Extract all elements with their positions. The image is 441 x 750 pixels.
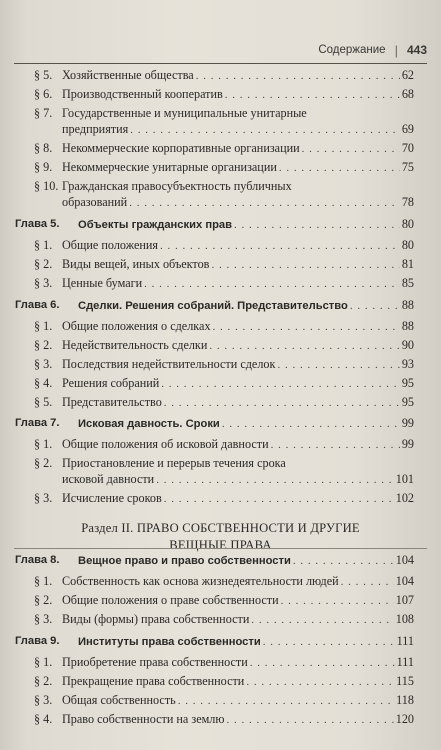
chapter-title: Исковая давность. Сроки xyxy=(78,418,220,430)
section-title: Общие положения о сделках xyxy=(62,319,211,333)
page-ref: 68 xyxy=(401,87,414,101)
toc-entry xyxy=(0,335,441,355)
section-title: Виды (формы) права собственности xyxy=(62,612,250,626)
toc-entry xyxy=(0,373,441,393)
leader-dots xyxy=(178,691,394,711)
toc-entry xyxy=(0,84,441,104)
leader-dots xyxy=(164,489,394,509)
chapter-entry xyxy=(0,550,441,570)
section-number: § 2. xyxy=(34,338,53,352)
page-ref: 78 xyxy=(401,195,414,209)
section-number: § 9. xyxy=(34,160,53,174)
section-title: Хозяйственные общества xyxy=(62,68,194,82)
section-title: Собственность как основа жизнедеятельности людей xyxy=(62,574,339,588)
leader-dots xyxy=(293,551,394,571)
section-title: Последствия недействительности сделок xyxy=(62,357,276,371)
page-ref: 85 xyxy=(401,276,414,290)
page-ref: 118 xyxy=(396,693,414,707)
section-title: Прекращение права собственности xyxy=(62,674,245,688)
leader-dots xyxy=(281,591,394,611)
toc-entry xyxy=(0,709,441,729)
leader-dots xyxy=(211,255,399,275)
header-title: Содержание xyxy=(318,44,386,56)
section-title: Гражданская правосубъектность публичных xyxy=(62,179,292,193)
section-number: § 5. xyxy=(34,395,53,409)
page-ref: 102 xyxy=(395,491,414,505)
chapter-entry xyxy=(0,413,441,433)
leader-dots xyxy=(161,374,400,394)
page-ref: 88 xyxy=(401,319,414,333)
leader-dots xyxy=(160,236,400,256)
page-ref: 95 xyxy=(401,376,414,390)
chapter-title: Институты права собственности xyxy=(78,636,261,648)
part-heading-line-1: Раздел II. ПРАВО СОБСТВЕННОСТИ И ДРУГИЕ xyxy=(81,521,360,535)
toc-entry xyxy=(0,571,441,591)
toc-entry xyxy=(0,488,441,508)
section-number: § 1. xyxy=(34,655,53,669)
section-title: Общая собственность xyxy=(62,693,176,707)
page-ref: 62 xyxy=(401,68,414,82)
section-number: § 3. xyxy=(34,357,53,371)
leader-dots xyxy=(246,672,394,692)
leader-dots xyxy=(271,435,400,455)
leader-dots xyxy=(209,336,399,356)
leader-dots xyxy=(144,274,400,294)
toc-entry xyxy=(0,316,441,336)
section-title: Виды вещей, иных объектов xyxy=(62,257,210,271)
page-ref: 107 xyxy=(395,593,414,607)
section-title: Представительство xyxy=(62,395,162,409)
toc-entry-continued xyxy=(0,119,441,139)
chapter-number: Глава 6. xyxy=(15,299,60,311)
section-title: Исчисление сроков xyxy=(62,491,162,505)
leader-dots xyxy=(130,120,400,140)
toc-entry xyxy=(0,434,441,454)
section-number: § 4. xyxy=(34,712,53,726)
leader-dots xyxy=(250,653,395,673)
leader-dots xyxy=(227,710,394,730)
leader-dots xyxy=(341,572,394,592)
toc-entry xyxy=(0,652,441,672)
page-ref: 99 xyxy=(401,437,414,451)
page-ref: 101 xyxy=(395,472,414,486)
chapter-number: Глава 7. xyxy=(15,417,60,429)
chapter-number: Глава 9. xyxy=(15,635,60,647)
page-ref: 88 xyxy=(401,298,414,312)
page-number: 443 xyxy=(406,43,427,57)
page-ref: 81 xyxy=(401,257,414,271)
section-number: § 10. xyxy=(34,179,59,193)
chapter-title: Объекты гражданских прав xyxy=(78,219,233,231)
toc-entry xyxy=(0,235,441,255)
leader-dots xyxy=(234,215,400,235)
page-ref: 111 xyxy=(396,634,414,648)
section-title: Некоммерческие унитарные организации xyxy=(62,160,277,174)
section-number: § 2. xyxy=(34,456,53,470)
section-title: Решения собраний xyxy=(62,376,160,390)
page-ref: 69 xyxy=(401,122,414,136)
leader-dots xyxy=(263,632,395,652)
section-number: § 3. xyxy=(34,491,53,505)
toc-entry-continued xyxy=(0,192,441,212)
page-ref: 104 xyxy=(395,574,414,588)
section-title: Общие положения xyxy=(62,238,159,252)
toc-entry xyxy=(0,609,441,629)
part-divider xyxy=(14,548,427,549)
section-title: Общие положения об исковой давности xyxy=(62,437,269,451)
page-ref: 104 xyxy=(395,553,414,567)
header-separator: | xyxy=(394,42,398,58)
part-heading-line-2: ВЕЩНЫЕ ПРАВА xyxy=(169,538,272,552)
toc-entry xyxy=(0,273,441,293)
section-number: § 2. xyxy=(34,593,53,607)
section-number: § 2. xyxy=(34,674,53,688)
leader-dots xyxy=(129,193,400,213)
section-title: Недействительность сделки xyxy=(62,338,208,352)
chapter-title: Вещное право и право собственности xyxy=(78,555,291,567)
section-number: § 5. xyxy=(34,68,53,82)
leader-dots xyxy=(225,85,400,105)
chapter-title: Сделки. Решения собраний. Представительство xyxy=(78,300,348,312)
section-number: § 8. xyxy=(34,141,53,155)
page-ref: 108 xyxy=(395,612,414,626)
chapter-entry xyxy=(0,295,441,315)
section-number: § 2. xyxy=(34,257,53,271)
page-ref: 80 xyxy=(401,238,414,252)
toc-entry xyxy=(0,690,441,710)
section-title-continued: исковой давности xyxy=(62,472,155,486)
section-title: Право собственности на землю xyxy=(62,712,225,726)
section-number: § 3. xyxy=(34,612,53,626)
section-title-continued: предприятия xyxy=(62,122,129,136)
section-title: Производственный кооператив xyxy=(62,87,223,101)
chapter-entry xyxy=(0,631,441,651)
section-title: Некоммерческие корпоративные организации xyxy=(62,141,300,155)
page-ref: 120 xyxy=(395,712,414,726)
toc-entry xyxy=(0,590,441,610)
chapter-entry xyxy=(0,214,441,234)
leader-dots xyxy=(196,66,400,86)
chapter-number: Глава 5. xyxy=(15,218,60,230)
leader-dots xyxy=(302,139,400,159)
section-number: § 7. xyxy=(34,106,53,120)
running-header xyxy=(14,38,427,62)
toc-entry xyxy=(0,671,441,691)
section-number: § 6. xyxy=(34,87,53,101)
section-number: § 1. xyxy=(34,437,53,451)
header-rule xyxy=(14,63,427,64)
section-number: § 1. xyxy=(34,574,53,588)
page-ref: 70 xyxy=(401,141,414,155)
toc-entry xyxy=(0,354,441,374)
page-ref: 111 xyxy=(396,655,414,669)
chapter-number: Глава 8. xyxy=(15,554,60,566)
section-number: § 4. xyxy=(34,376,53,390)
toc-entry xyxy=(0,138,441,158)
section-title: Приостановление и перерыв течения срока xyxy=(62,456,286,470)
leader-dots xyxy=(222,414,400,434)
leader-dots xyxy=(279,158,400,178)
toc-entry xyxy=(0,254,441,274)
section-title: Общие положения о праве собственности xyxy=(62,593,279,607)
section-number: § 1. xyxy=(34,319,53,333)
toc-entry xyxy=(0,392,441,412)
section-title: Приобретение права собственности xyxy=(62,655,248,669)
page-ref: 99 xyxy=(401,416,414,430)
toc-entry xyxy=(0,65,441,85)
section-number: § 3. xyxy=(34,693,53,707)
leader-dots xyxy=(213,317,400,337)
section-title: Государственные и муниципальные унитарные xyxy=(62,106,307,120)
toc-entry xyxy=(0,157,441,177)
leader-dots xyxy=(350,296,400,316)
leader-dots xyxy=(164,393,400,413)
toc-entry-continued xyxy=(0,469,441,489)
page-ref: 75 xyxy=(401,160,414,174)
section-title: Ценные бумаги xyxy=(62,276,143,290)
page-ref: 93 xyxy=(401,357,414,371)
leader-dots xyxy=(156,470,394,490)
page-ref: 95 xyxy=(401,395,414,409)
leader-dots xyxy=(251,610,393,630)
page-ref: 90 xyxy=(401,338,414,352)
section-number: § 1. xyxy=(34,238,53,252)
leader-dots xyxy=(277,355,399,375)
section-number: § 3. xyxy=(34,276,53,290)
page-ref: 80 xyxy=(401,217,414,231)
section-title-continued: образований xyxy=(62,195,128,209)
page-ref: 115 xyxy=(396,674,414,688)
